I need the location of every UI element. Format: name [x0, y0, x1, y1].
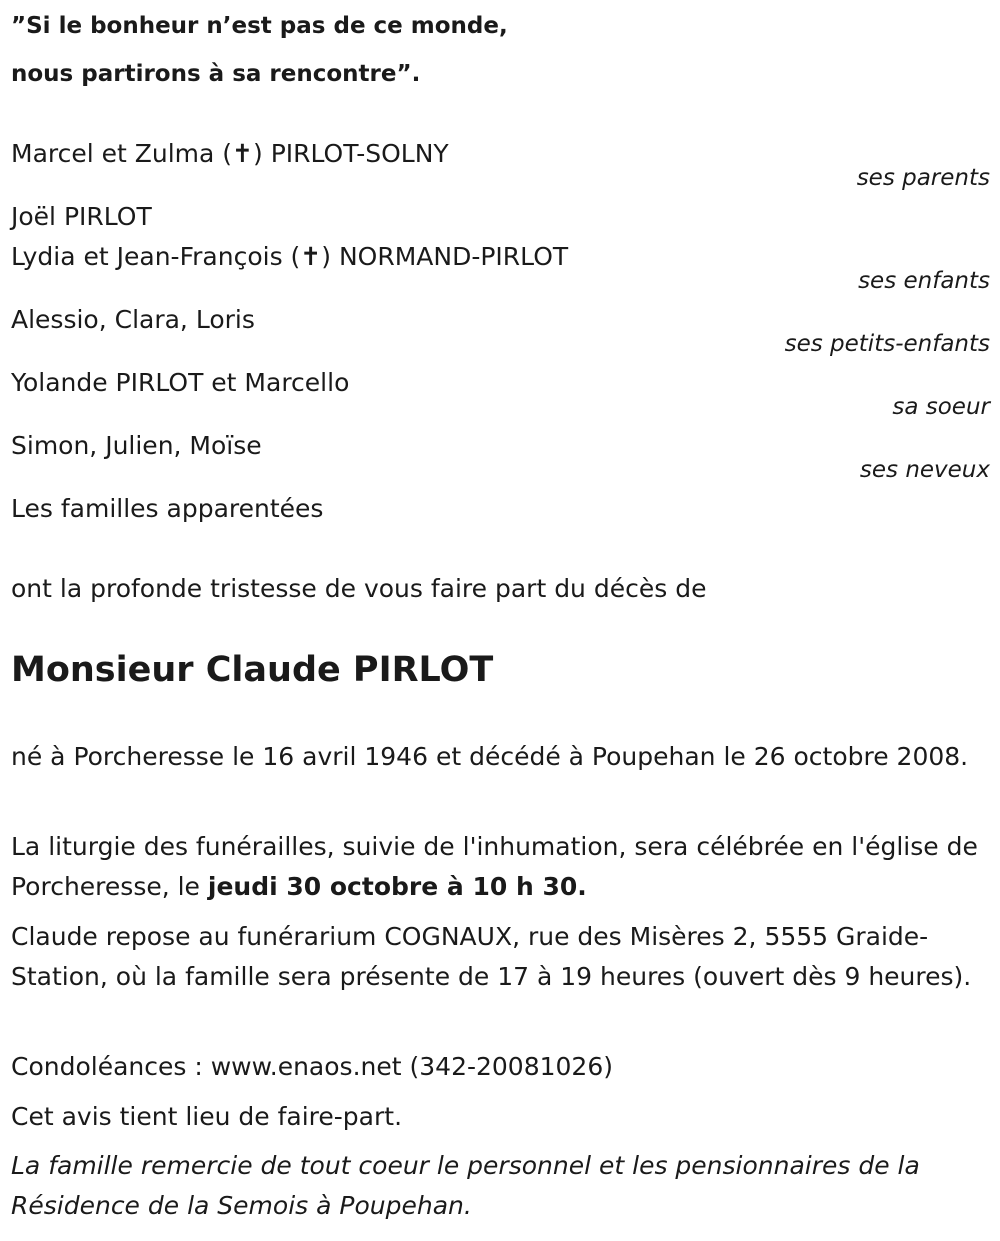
grandchildren-relation: ses petits-enfants: [784, 331, 990, 357]
thanks-paragraph: La famille remercie de tout coeur le personnel et les pensionnaires de la Résidence de la Semois à Poupehan.: [11, 1151, 920, 1220]
announcement-text: ont la profonde tristesse de vous faire part du décès de: [11, 574, 707, 603]
child-1-name: Joël PIRLOT: [11, 202, 152, 231]
children-relation: ses enfants: [858, 268, 990, 294]
sister-relation: sa soeur: [892, 394, 990, 420]
related-families: Les familles apparentées: [11, 494, 324, 523]
funeral-date: jeudi 30 octobre à 10 h 30.: [207, 872, 587, 901]
nephews-names: Simon, Julien, Moïse: [11, 431, 262, 460]
parents-relation: ses parents: [856, 165, 990, 191]
notice-line: Cet avis tient lieu de faire-part.: [11, 1102, 403, 1131]
quote-line-1: ”Si le bonheur n’est pas de ce monde,: [11, 13, 508, 39]
birth-death-paragraph: né à Porcheresse le 16 avril 1946 et décédé à Poupehan le 26 octobre 2008.: [11, 742, 969, 771]
condolences-line: Condoléances : www.enaos.net (342-20081026): [11, 1052, 613, 1081]
grandchildren-names: Alessio, Clara, Loris: [11, 305, 255, 334]
quote-line-2: nous partirons à sa rencontre”.: [11, 61, 421, 87]
funeral-text: La liturgie des funérailles, suivie de l'inhumation, sera célébrée en l'église de Porcheresse, le: [11, 832, 978, 901]
deceased-name: Monsieur Claude PIRLOT: [11, 650, 494, 690]
funeral-paragraph: [11, 827, 991, 907]
parents-names: Marcel et Zulma (✝) PIRLOT-SOLNY: [11, 139, 449, 168]
nephews-relation: ses neveux: [859, 457, 990, 483]
sister-names: Yolande PIRLOT et Marcello: [11, 368, 350, 397]
funerarium-paragraph: Claude repose au funérarium COGNAUX, rue des Misères 2, 5555 Graide-Station, où la famille sera présente de 17 à 19 heures (ouvert dès 9 heures).: [11, 922, 972, 991]
child-2-name: Lydia et Jean-François (✝) NORMAND-PIRLOT: [11, 242, 569, 271]
